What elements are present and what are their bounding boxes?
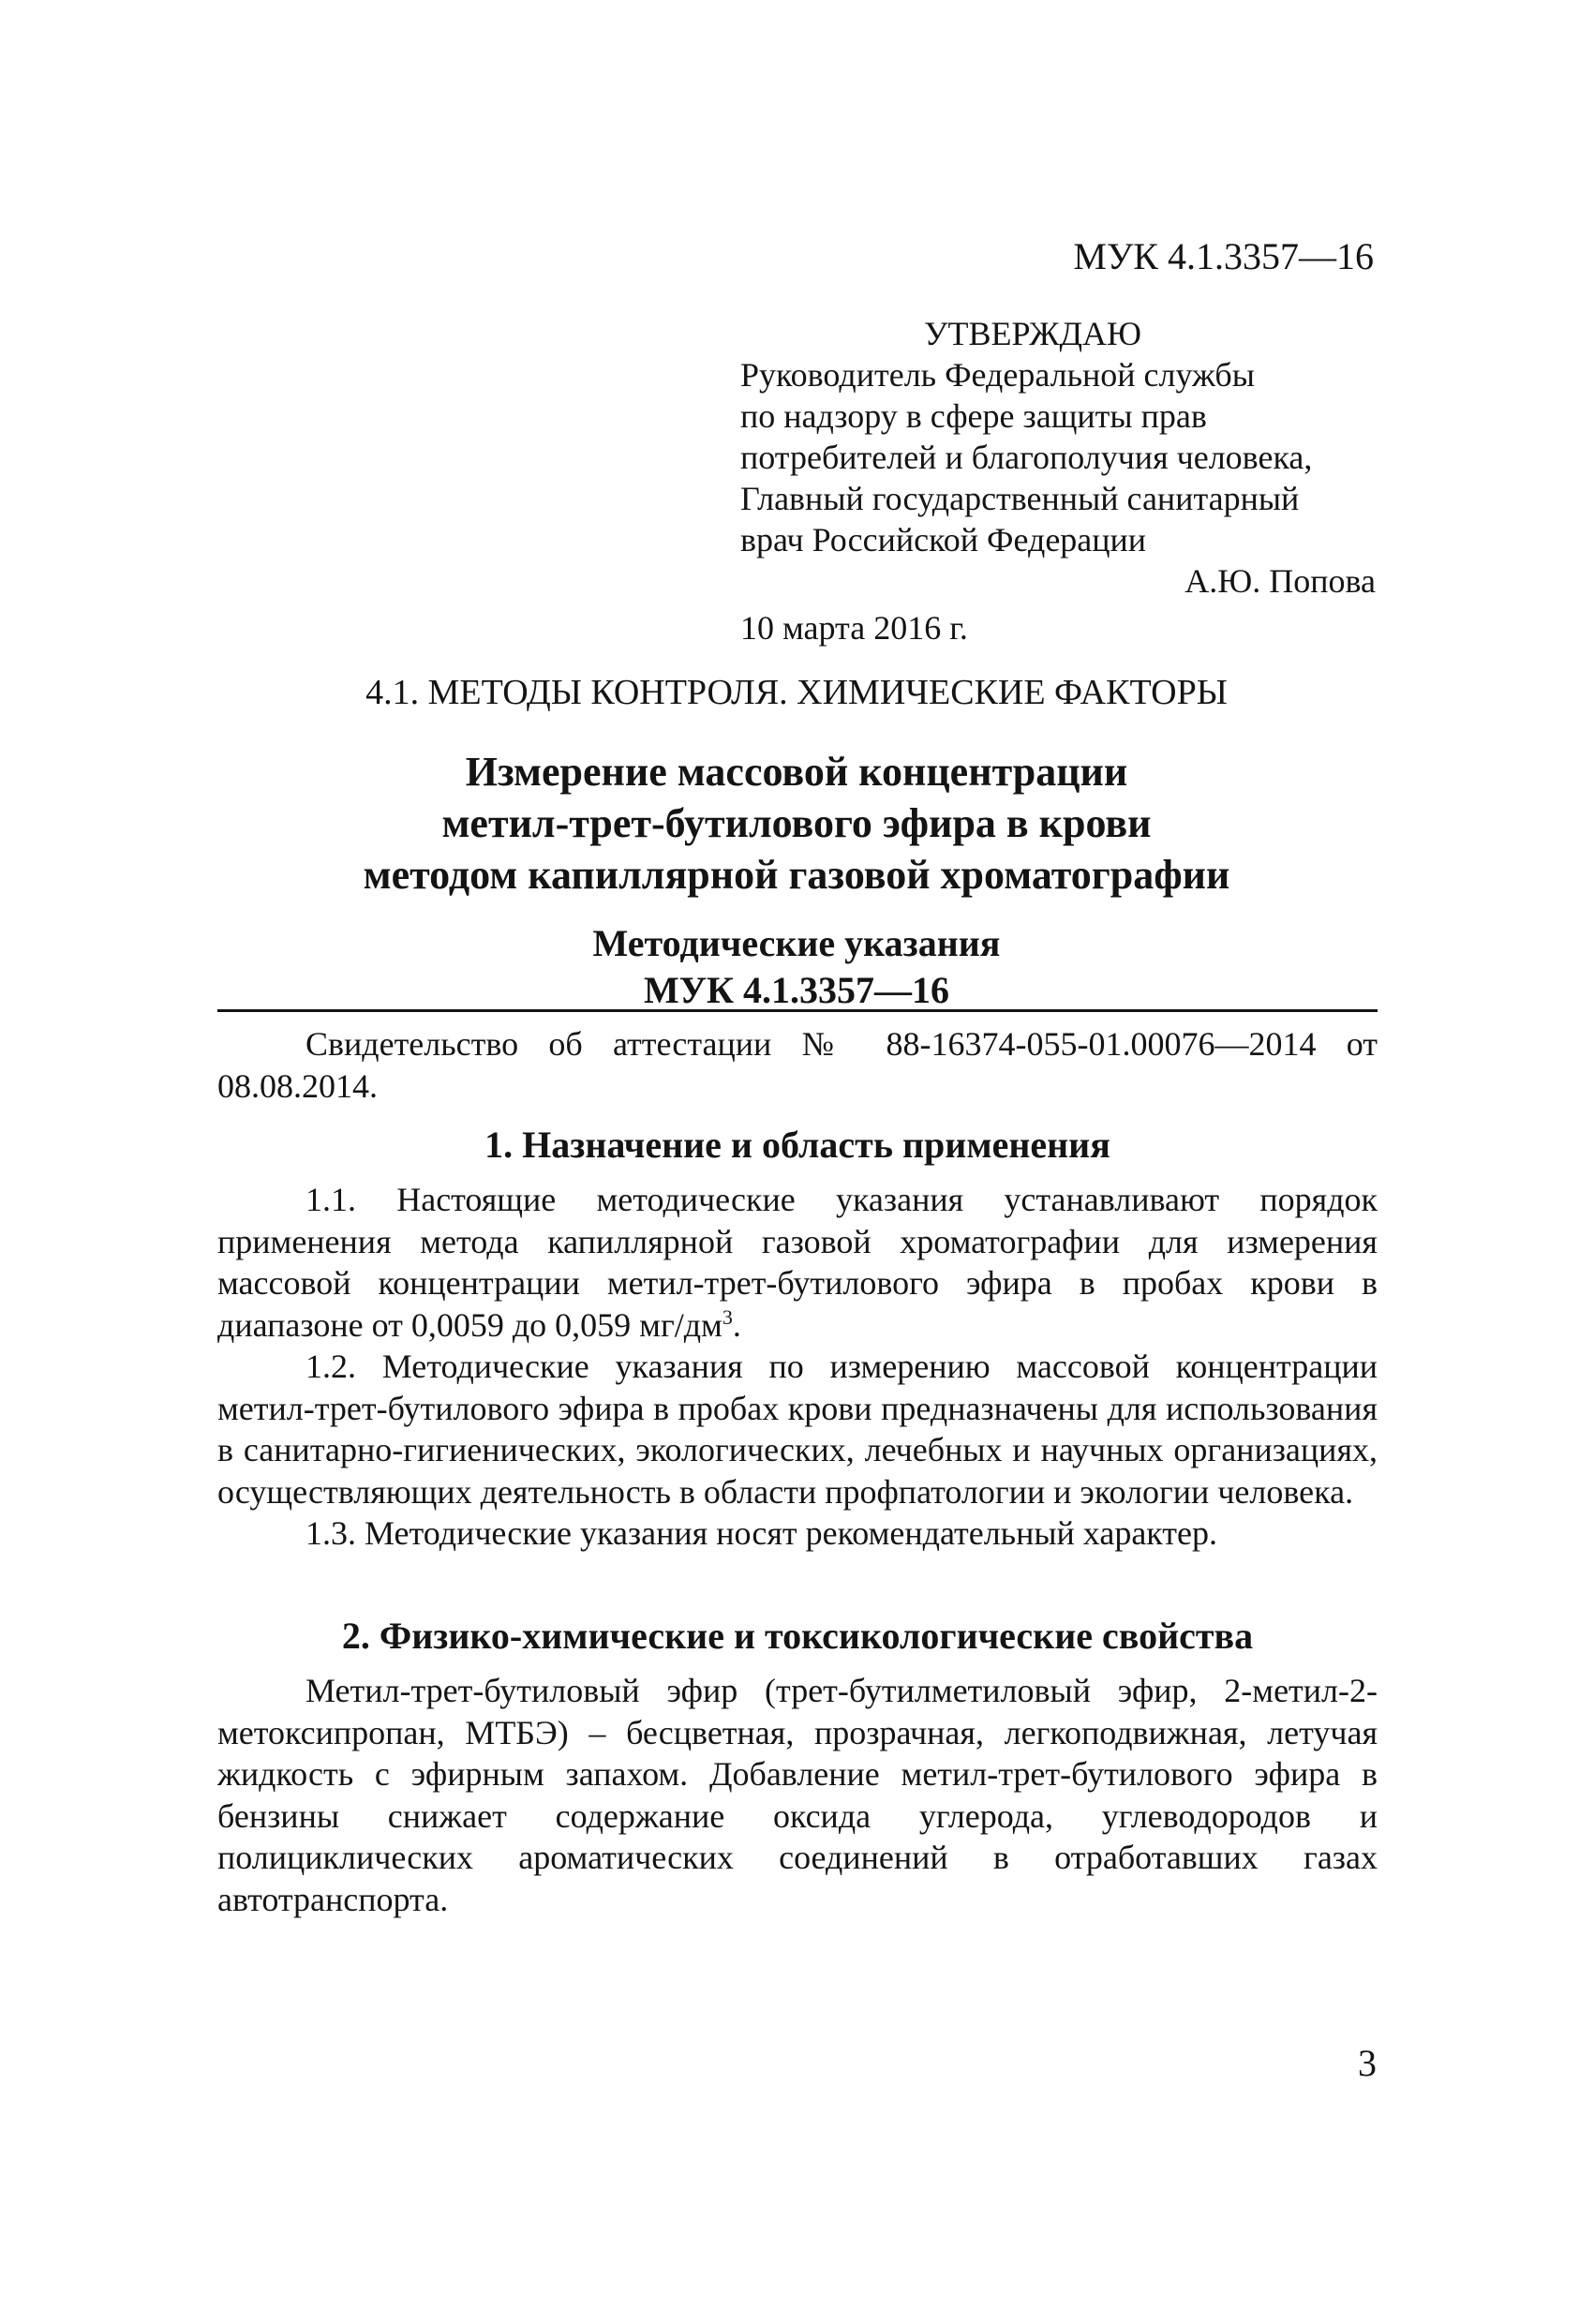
paragraph-1-1 (217, 1179, 1378, 1346)
section-heading-1: 1. Назначение и область применения (484, 1124, 1110, 1166)
unit-superscript: 3 (722, 1304, 733, 1329)
section-label: 4.1. МЕТОДЫ КОНТРОЛЯ. ХИМИЧЕСКИЕ ФАКТОРЫ (365, 673, 1228, 712)
title-line: методом капиллярной газовой хроматографии (363, 852, 1230, 898)
approval-line: врач Российской Федерации (740, 521, 1147, 559)
section-1-body (217, 1179, 1378, 1555)
approval-heading: УТВЕРЖДАЮ (924, 315, 1142, 352)
title-line: метил-трет-бутилового эфира в крови (441, 800, 1152, 846)
paragraph-1-3: 1.3. Методические указания носят рекомендательный характер. (305, 1514, 1218, 1552)
approval-line: Руководитель Федеральной службы (740, 356, 1255, 394)
approval-line: по надзору в сфере защиты прав (740, 397, 1207, 435)
title-line: Измерение массовой концентрации (465, 749, 1128, 795)
paragraph-2-1: Метил-трет-бутиловый эфир (трет-бутилметиловый эфир, 2-метил-2-метоксипропан, МТБЭ) – бесцветная, прозрачная, легкоподвижная, летучая жидкость с эфирным запахом. Добавление метил-трет-бутилового эфира в бензины снижает содержание оксида углерода, углеводородов и полициклических ароматических соединений в отработавших газах автотранспорта. (217, 1672, 1378, 1918)
document-subtitle (216, 920, 1378, 1014)
approval-line: Главный государственный санитарный (740, 480, 1300, 517)
page-title (216, 746, 1378, 901)
paragraph-1-1-end: . (732, 1305, 741, 1344)
certificate-paragraph (217, 1023, 1378, 1107)
approval-line: потребителей и благополучия человека, (740, 439, 1313, 476)
subtitle-code: МУК 4.1.3357—16 (643, 969, 950, 1011)
certificate-text: Свидетельство об аттестации № 88-16374-055-01.00076—2014 от 08.08.2014. (217, 1025, 1378, 1105)
section-heading-2: 2. Физико-химические и токсикологические свойства (341, 1615, 1254, 1657)
approval-date: 10 марта 2016 г. (740, 609, 968, 647)
page-number: 3 (1358, 2042, 1377, 2084)
title-divider (217, 1009, 1378, 1012)
document-code: МУК 4.1.3357—16 (1073, 235, 1374, 277)
paragraph-1-1-text: 1.1. Настоящие методические указания устанавливают порядок применения метода капиллярной газовой хроматографии для измерения массовой концентрации метил-трет-бутилового эфира в пробах крови в диапазоне от 0,0059 до 0,059 мг/дм (217, 1181, 1378, 1344)
approval-block (740, 313, 1376, 648)
paragraph-1-2: 1.2. Методические указания по измерению массовой концентрации метил-трет-бутилового эфира в пробах крови предназначены для использования в санитарно-гигиенических, экологических, лечебных и научных организациях, осуществляющих деятельность в области профпатологии и экологии человека. (217, 1348, 1378, 1511)
approval-signer: А.Ю. Попова (1184, 562, 1376, 600)
subtitle-line: Методические указания (592, 922, 1001, 964)
section-2-body (217, 1670, 1378, 1920)
